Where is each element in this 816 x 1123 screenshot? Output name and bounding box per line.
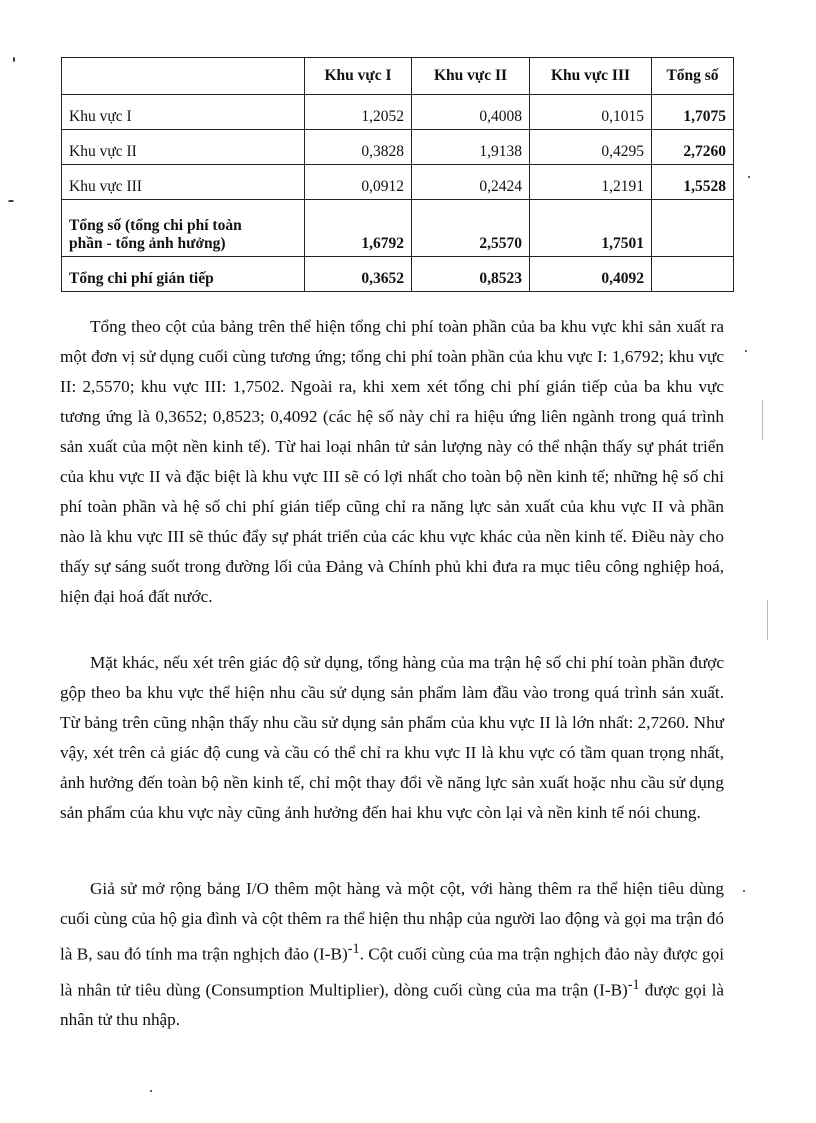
table-cell: 0,4008 [412,95,530,130]
table-cell-total: 1,7075 [652,95,734,130]
table-cell: 1,2191 [530,165,652,200]
table-cell-total: 2,7260 [652,130,734,165]
scan-speck [767,600,768,640]
table-cell: 1,7501 [530,200,652,257]
p3-text-after: được gọi là nhân tử thu nhập. [60,980,725,1030]
p3-superscript: -1 [627,976,640,993]
table-cell-total: 1,5528 [652,165,734,200]
paragraph-total-cost: Tổng theo cột của bảng trên thể hiện tổng chi phí toàn phần của ba khu vực khi sản xuất ra một đơn vị sử dụng cuối cùng tương ứng; tổng chi phí toàn phần của khu vực I: 1,6792; khu vực II: 2,5570; khu vực III: 1,7502. Ngoài ra, khi xem xét tổng chi phí gián tiếp của ba khu vực tương ứng là 0,3652; 0,8523; 0,4092 (các hệ số này chỉ ra hiệu ứng liên ngành trong quá trình sản xuất của một nền kinh tế). Từ hai loại nhân tử sản lượng này có thể nhận thấy sự phát triển của khu vực II và đặc biệt là khu vực III sẽ có lợi nhất cho toàn bộ nền kinh tế; những hệ số chi phí toàn phần và hệ số chi phí gián tiếp cũng chỉ ra năng lực sản xuất của khu vực II và phần nào là khu vực III sẽ thúc đẩy sự phát triển của các khu vực khác của nền kinh tế. Điều này cho thấy sự sáng suốt trong đường lối của Đảng và Chính phủ khi đưa ra mục tiêu công nghiệp hoá, hiện đại hoá đất nước. [60,317,724,606]
table-cell: 0,0912 [305,165,412,200]
table-header-row [62,58,734,95]
table-cell-empty [652,200,734,257]
table-cell: 1,9138 [412,130,530,165]
scan-speck [150,1090,152,1092]
p3-text-middle: . Cột cuối cùng của ma trận nghịch đảo này được gọi là nhân tử tiêu dùng (Consumption Multiplier), dòng cuối cùng của ma trận (I-B) [60,944,724,1000]
row-label: Tổng chi phí gián tiếp [62,257,305,292]
table-cell: 1,2052 [305,95,412,130]
header-cell: Tổng số [652,58,734,95]
table-cell: 0,4295 [530,130,652,165]
table-row [62,130,734,165]
table-cell: 1,6792 [305,200,412,257]
scan-speck [8,200,14,202]
table-cell: 0,1015 [530,95,652,130]
row-label-line: phần - tổng ảnh hưởng) [69,235,226,252]
table-cell: 0,3828 [305,130,412,165]
row-label: Khu vực I [62,95,305,130]
table-row-indirect [62,257,734,292]
table-cell: 0,4092 [530,257,652,292]
multiplier-table [61,57,734,292]
paragraph-usage-angle: Mặt khác, nếu xét trên giác độ sử dụng, tổng hàng của ma trận hệ số chi phí toàn phần được gộp theo ba khu vực thể hiện nhu cầu sử dụng sản phẩm làm đầu vào trong quá trình sản xuất. Từ bảng trên cũng nhận thấy nhu cầu sử dụng sản phẩm của khu vực II là lớn nhất: 2,7260. Như vậy, xét trên cả giác độ cung và cầu có thể chỉ ra khu vực II là khu vực có tầm quan trọng nhất, ảnh hưởng đến toàn bộ nền kinh tế, chỉ một thay đổi về năng lực sản xuất hoặc nhu cầu sử dụng sản phẩm của khu vực này cũng ảnh hưởng đến hai khu vực còn lại và nền kinh tế nói chung. [60,653,724,822]
table-row [62,95,734,130]
table-cell: 2,5570 [412,200,530,257]
table-cell: 0,3652 [305,257,412,292]
p3-superscript: -1 [347,941,360,957]
header-cell: Khu vực III [530,58,652,95]
paragraph-consumption-multiplier [60,874,724,1035]
header-cell: Khu vực II [412,58,530,95]
table-cell-empty [652,257,734,292]
scan-speck [745,350,747,352]
table-cell: 0,8523 [412,257,530,292]
row-label: Khu vực III [62,165,305,200]
scan-speck [743,890,745,892]
table-row-total [62,200,734,257]
table-row [62,165,734,200]
scan-speck [748,176,750,178]
row-label [62,200,305,257]
header-cell-empty [62,58,305,95]
p3-text-before: Giả sử mở rộng bảng I/O thêm một hàng và một cột, với hàng thêm ra thể hiện tiêu dùng cuối cùng của hộ gia đình và cột thêm ra thể hiện thu nhập của người lao động và gọi ma trận đó là B, sau đó tính ma trận nghịch đảo (I-B) [60,879,724,964]
table-cell: 0,2424 [412,165,530,200]
header-cell: Khu vực I [305,58,412,95]
scan-speck [13,57,15,62]
row-label: Khu vực II [62,130,305,165]
scan-speck [762,400,763,440]
row-label-line: Tổng số (tổng chi phí toàn [69,217,242,234]
